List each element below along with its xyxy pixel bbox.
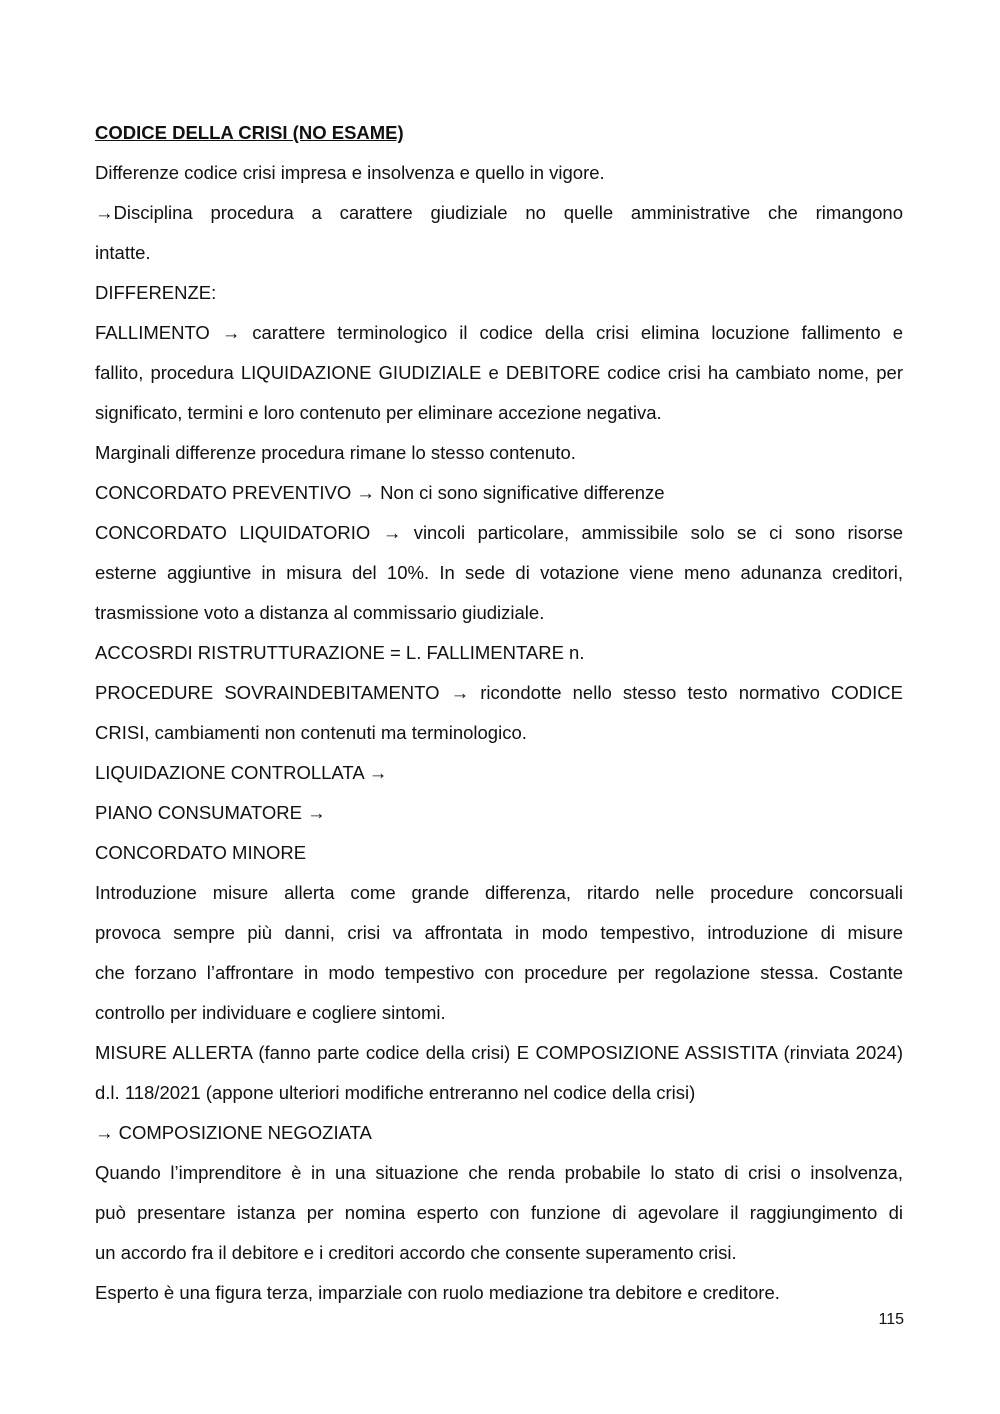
text-line: CONCORDATO MINORE bbox=[95, 842, 307, 863]
text-line: DIFFERENZE: bbox=[95, 282, 217, 303]
text-line: Introduzione misure allerta come grande differenza, ritardo nelle procedure concorsuali bbox=[95, 882, 903, 903]
text-line: intatte. bbox=[95, 242, 151, 263]
text-line: fallito, procedura LIQUIDAZIONE GIUDIZIALE e DEBITORE codice crisi ha cambiato nome, per bbox=[95, 362, 903, 383]
text-line: Differenze codice crisi impresa e insolvenza e quello in vigore. bbox=[95, 162, 605, 183]
text-line: esterne aggiuntive in misura del 10%. In sede di votazione viene meno adunanza creditori, bbox=[95, 562, 903, 583]
text-line: MISURE ALLERTA (fanno parte codice della crisi) E COMPOSIZIONE ASSISTITA (rinviata 2024) bbox=[95, 1042, 903, 1063]
text-line: FALLIMENTO → carattere terminologico il codice della crisi elimina locuzione fallimento e bbox=[95, 322, 903, 343]
text-line: che forzano l’affrontare in modo tempestivo con procedure per regolazione stessa. Costante bbox=[95, 962, 903, 983]
page-content bbox=[95, 113, 903, 1313]
document-title: CODICE DELLA CRISI (NO ESAME) bbox=[95, 122, 404, 143]
text-line: trasmissione voto a distanza al commissario giudiziale. bbox=[95, 602, 545, 623]
text-line: CRISI, cambiamenti non contenuti ma terminologico. bbox=[95, 722, 527, 743]
text-line: d.l. 118/2021 (appone ulteriori modifiche entreranno nel codice della crisi) bbox=[95, 1082, 696, 1103]
text-line: controllo per individuare e cogliere sintomi. bbox=[95, 1002, 446, 1023]
text-line: CONCORDATO LIQUIDATORIO → vincoli particolare, ammissibile solo se ci sono risorse bbox=[95, 522, 903, 543]
text-line: Marginali differenze procedura rimane lo stesso contenuto. bbox=[95, 442, 576, 463]
text-line: → COMPOSIZIONE NEGOZIATA bbox=[95, 1122, 372, 1143]
page-number: 115 bbox=[878, 1311, 904, 1328]
text-line: può presentare istanza per nomina esperto con funzione di agevolare il raggiungimento di bbox=[95, 1202, 903, 1223]
text-line: ACCOSRDI RISTRUTTURAZIONE = L. FALLIMENTARE n. bbox=[95, 642, 585, 663]
text-line: provoca sempre più danni, crisi va affrontata in modo tempestivo, introduzione di misure bbox=[95, 922, 903, 943]
text-line: Esperto è una figura terza, imparziale con ruolo mediazione tra debitore e creditore. bbox=[95, 1282, 780, 1303]
text-line: →Disciplina procedura a carattere giudiziale no quelle amministrative che rimangono bbox=[95, 202, 903, 223]
text-line: significato, termini e loro contenuto per eliminare accezione negativa. bbox=[95, 402, 662, 423]
text-line: Quando l’imprenditore è in una situazione che renda probabile lo stato di crisi o insolvenza, bbox=[95, 1162, 903, 1183]
text-line: PROCEDURE SOVRAINDEBITAMENTO → ricondotte nello stesso testo normativo CODICE bbox=[95, 682, 903, 703]
text-line: CONCORDATO PREVENTIVO → Non ci sono significative differenze bbox=[95, 482, 665, 503]
text-line: LIQUIDAZIONE CONTROLLATA → bbox=[95, 762, 388, 783]
text-line: un accordo fra il debitore e i creditori accordo che consente superamento crisi. bbox=[95, 1242, 737, 1263]
text-line: PIANO CONSUMATORE → bbox=[95, 802, 326, 823]
